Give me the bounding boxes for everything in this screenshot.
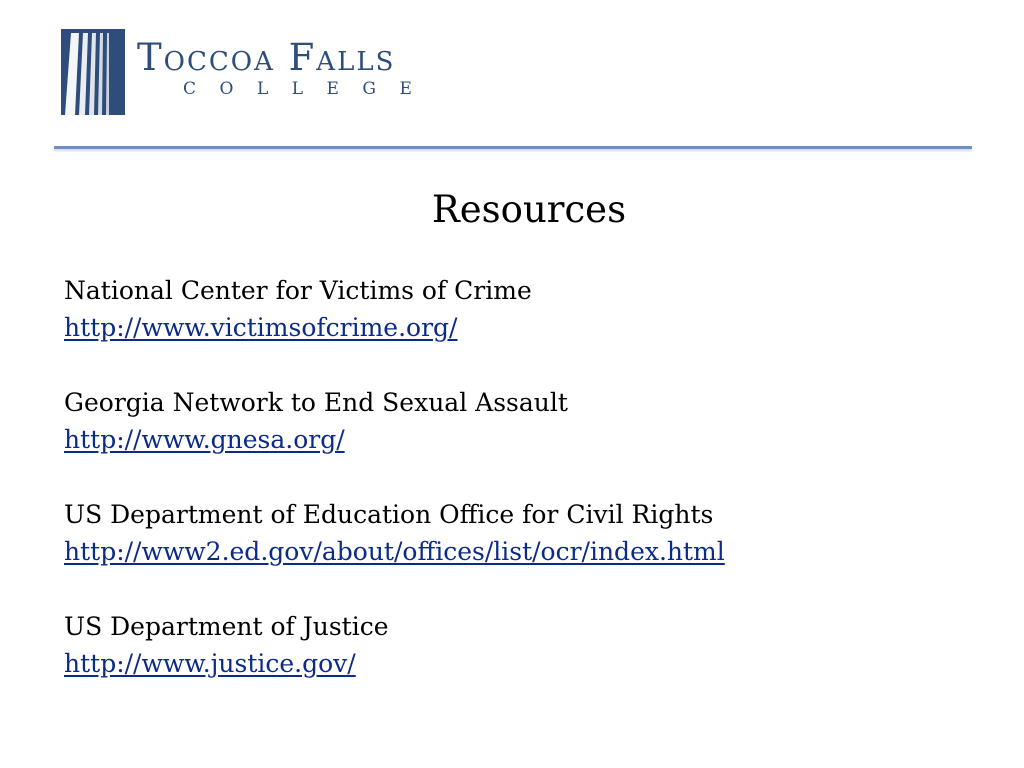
college-logo-icon	[61, 29, 125, 115]
wordmark-subtitle: COLLEGE	[183, 79, 436, 99]
resource-list	[64, 272, 725, 720]
resource-item	[64, 496, 725, 570]
slide-title: Resources	[431, 188, 627, 231]
resource-link[interactable]: http://www.gnesa.org/	[64, 425, 345, 454]
resource-link[interactable]: http://www.justice.gov/	[64, 649, 356, 678]
resource-item	[64, 608, 725, 682]
resource-name: US Department of Education Office for Civil Rights	[64, 500, 714, 529]
resource-name: Georgia Network to End Sexual Assault	[64, 388, 568, 417]
college-wordmark	[137, 38, 435, 99]
resource-name: US Department of Justice	[64, 612, 389, 641]
wordmark-name: Toccoa Falls	[137, 36, 396, 79]
resource-item	[64, 384, 725, 458]
resource-link[interactable]: http://www2.ed.gov/about/offices/list/ocr/index.html	[64, 537, 725, 566]
resource-name: National Center for Victims of Crime	[64, 276, 532, 305]
header-divider	[54, 146, 972, 149]
resource-link[interactable]: http://www.victimsofcrime.org/	[64, 313, 458, 342]
resource-item	[64, 272, 725, 346]
